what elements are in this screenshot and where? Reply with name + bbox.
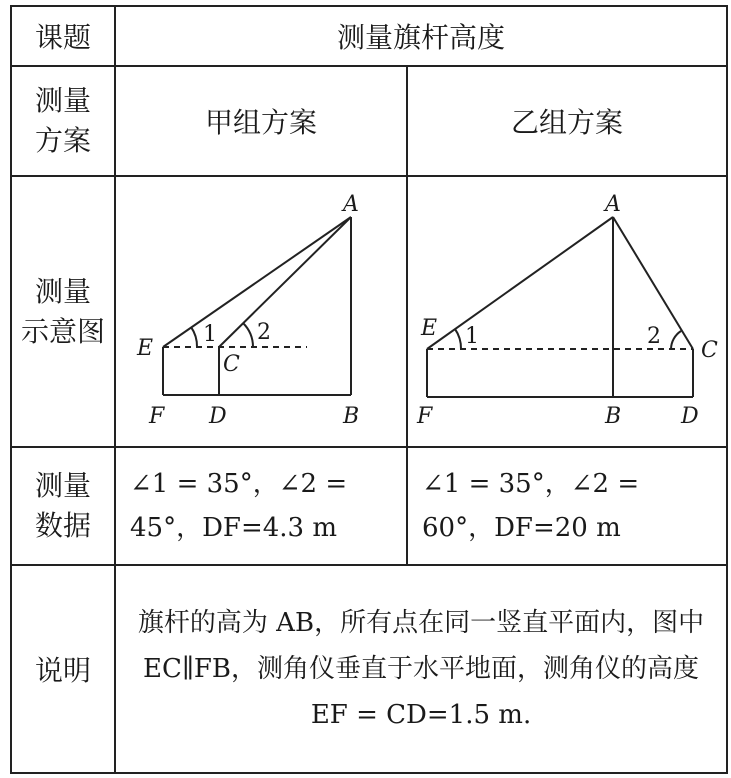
plan-b-title: 乙组方案 [407,66,727,176]
point-F: F [149,404,165,429]
point-E: E [421,316,438,341]
figure-b-cell [407,176,727,447]
topic-label: 课题 [11,6,115,66]
point-D: D [209,404,227,429]
angle-2-arc [671,331,681,349]
plan-a-title: 甲组方案 [115,66,407,176]
data-a-line-1: ∠1 = 35°，∠2 = [130,469,348,499]
plan-label-line-2: 方案 [34,124,91,157]
note-label: 说明 [11,565,115,773]
figure-b-diagram [409,177,725,439]
angle-1-label: 1 [203,322,217,347]
figure-a-cell [115,176,407,447]
data-label-line-2: 数据 [34,509,91,542]
point-D: D [681,404,699,429]
data-a [115,447,407,565]
point-A: A [343,192,359,217]
survey-table [10,5,728,774]
line-CA [219,217,351,347]
data-b-line-2: 60°，DF=20 m [422,513,621,543]
point-E: E [137,336,154,361]
angle-2-label: 2 [647,324,661,349]
data-label-line-1: 测量 [34,469,91,502]
figure-label-line-1: 测量 [34,274,91,308]
angle-1-label: 1 [465,324,479,349]
plan-label-line-1: 测量 [34,84,91,117]
figure-label-line-2: 示意图 [20,314,105,348]
topic-value: 测量旗杆高度 [115,6,727,66]
angle-1-arc [191,327,197,347]
plan-label [11,66,115,176]
data-b [407,447,727,565]
data-b-line-1: ∠1 = 35°，∠2 = [422,469,640,499]
point-A: A [605,192,621,217]
point-C: C [701,338,718,363]
point-C: C [223,352,240,377]
point-B: B [343,404,360,429]
data-a-line-2: 45°，DF=4.3 m [130,513,338,543]
angle-2-label: 2 [257,320,271,345]
data-label [11,447,115,565]
point-F: F [417,404,433,429]
figure-a-diagram [117,177,405,439]
figure-label [11,176,115,447]
angle-1-arc [455,329,461,349]
note-text: 旗杆的高为 AB，所有点在同一竖直平面内，图中 EC∥FB，测角仪垂直于水平地面，测角仪的高度 EF = CD=1.5 m. [115,565,727,773]
point-B: B [605,404,622,429]
angle-2-arc [243,323,253,347]
